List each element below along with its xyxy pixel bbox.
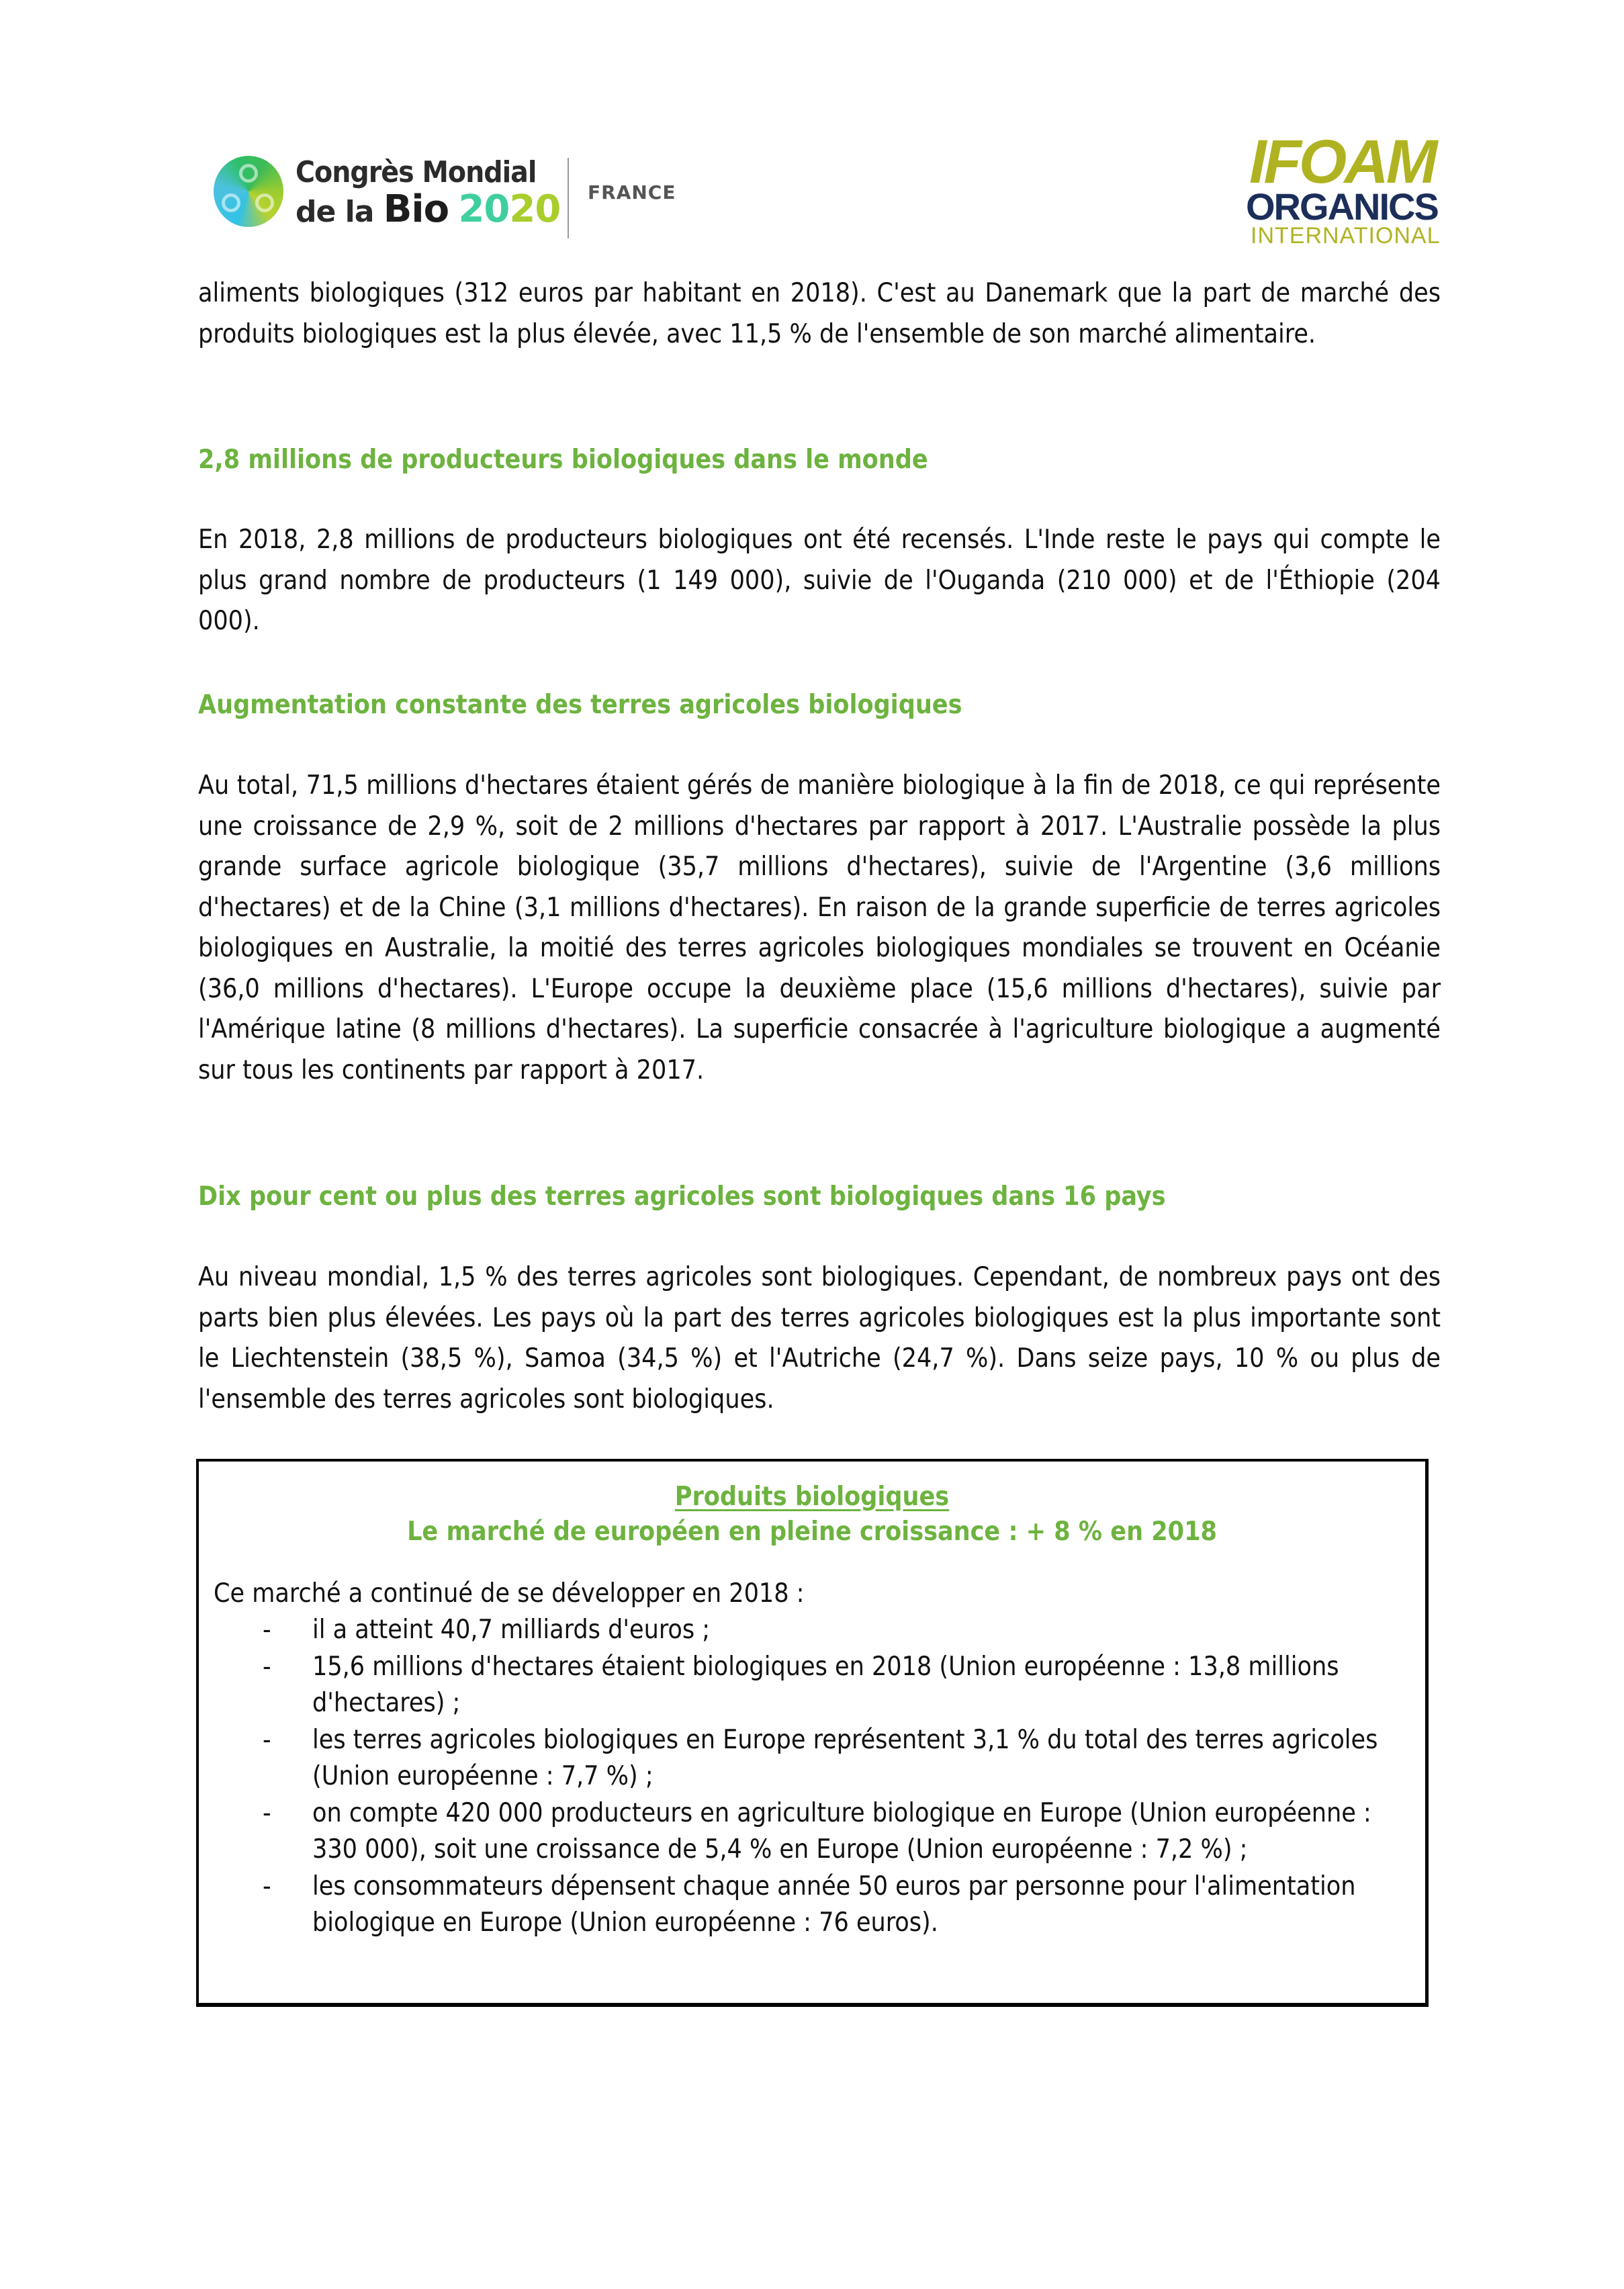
logo-title-line1: Congrès Mondial [296,155,537,189]
box-subtitle: Le marché de européen en pleine croissance : + 8 % en 2018 [407,1517,1217,1547]
box-intro: Ce marché a continué de se développer en 2018 : [214,1578,805,1609]
organics-wordmark: ORGANICS [1246,185,1438,228]
heading-organic-land: Augmentation constante des terres agricoles biologiques [198,690,962,720]
dash-bullet-icon: - [263,1651,271,1682]
list-item: - les terres agricoles biologiques en Europe représentent 3,1 % du total des terres agricoles (Union européenne : 7,7 %) ; [214,1722,1409,1795]
list-item: - il a atteint 40,7 milliards d'euros ; [214,1612,1409,1649]
heading-ten-percent: Dix pour cent ou plus des terres agricoles sont biologiques dans 16 pays [198,1181,1166,1212]
paragraph-producers: En 2018, 2,8 millions de producteurs biologiques ont été recensés. L'Inde reste le pays qui compte le plus grand nombre de producteurs (1 149 000), suivie de l'Ouganda (210 000) et de l'Éthiopie (204 000). [198,525,1441,636]
box-title: Produits biologiques [674,1482,950,1512]
paragraph-organic-land: Au total, 71,5 millions d'hectares étaient gérés de manière biologique à la fin de 2018, ce qui représente une croissance de 2,9 %, soit de 2 millions d'hectares par rapport à 2017. L'Australie possède la plus grande surface agricole biologique (35,7 millions d'hectares), suivie de l'Argentine (3,6 millions d'hectares) et de la Chine (3,1 millions d'hectares). En raison de la grande superficie de terres agricoles biologiques en Australie, la moitié des terres agricoles biologiques mondiales se trouvent en Océanie (36,0 millions d'hectares). L'Europe occupe la deuxième place (15,6 millions d'hectares), suivie par l'Amérique latine (8 millions d'hectares). La superficie consacrée à l'agriculture biologique a augmenté sur tous les continents par rapport à 2017. [198,770,1441,1085]
logo-country: FRANCE [588,181,676,204]
logo-divider [568,158,569,238]
paragraph-ten-percent: Au niveau mondial, 1,5 % des terres agricoles sont biologiques. Cependant, de nombreux pays ont des parts bien plus élevées. Les pays où la part des terres agricoles biologiques est la plus importante sont le Liechtenstein (38,5 %), Samoa (34,5 %) et l'Autriche (24,7 %). Dans seize pays, 10 % ou plus de l'ensemble des terres agricoles sont biologiques. [198,1262,1441,1415]
international-wordmark: INTERNATIONAL [1251,223,1441,249]
ifoam-wordmark: IFOAM [1249,128,1435,196]
dash-bullet-icon: - [263,1724,271,1755]
box-bullet-list [214,1612,1409,1942]
ifoam-organics-international-logo [1236,128,1441,249]
logo-title-line2: de la Bio 2020 [296,187,561,231]
list-item: - 15,6 millions d'hectares étaient biologiques en 2018 (Union européenne : 13,8 millions d'hectares) ; [214,1649,1409,1722]
list-item: - on compte 420 000 producteurs en agriculture biologique en Europe (Union européenne : 330 000), soit une croissance de 5,4 % en Europe (Union européenne : 7,2 %) ; [214,1795,1409,1869]
dash-bullet-icon: - [263,1871,271,1901]
list-item: - les consommateurs dépensent chaque année 50 euros par personne pour l'alimentation biologique en Europe (Union européenne : 76 euros). [214,1869,1409,1942]
congres-mondial-bio-logo [201,144,685,245]
heading-producers: 2,8 millions de producteurs biologiques dans le monde [198,445,928,475]
triskelion-icon [214,156,283,227]
paragraph-market-intro: aliments biologiques (312 euros par habitant en 2018). C'est au Danemark que la part de marché des produits biologiques est la plus élevée, avec 11,5 % de l'ensemble de son marché alimentaire. [198,278,1441,349]
european-market-box [196,1459,1429,2007]
dash-bullet-icon: - [263,1797,271,1828]
dash-bullet-icon: - [263,1615,271,1645]
